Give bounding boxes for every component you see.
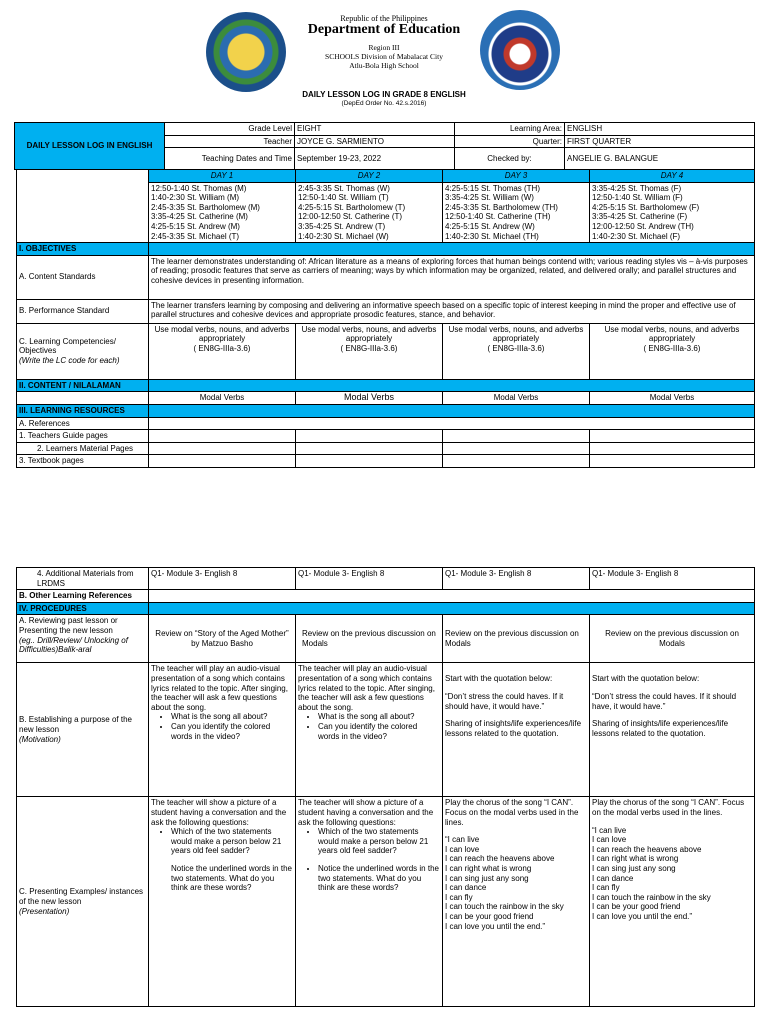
day-4-topic: Modal Verbs: [590, 392, 755, 405]
schedule-blank-cell: [17, 170, 149, 243]
log-label: DAILY LESSON LOG IN ENGLISH: [15, 123, 165, 170]
song-question: • Can you identify the colored words in the video?: [171, 722, 293, 741]
tb-day-3: [443, 455, 590, 468]
song-activity-text: The teacher will play an audio-visual presentation of a song which contains lyrics related to the topic. After singing, the teacher will ask a few questions about the song.: [298, 664, 435, 712]
day-1-topic: Modal Verbs: [149, 392, 296, 405]
day-1-examples: [149, 797, 296, 1007]
schedule-line: 3:35-4:25 St. Andrew (T): [298, 221, 386, 231]
performance-standard-label: B. Performance Standard: [17, 299, 149, 323]
lyric-line: I can dance: [592, 873, 634, 883]
content-heading-fill: [149, 379, 755, 392]
day-4-competency: [590, 323, 755, 379]
competency-code: ( EN8G-IIIa-3.6): [643, 343, 701, 353]
lyric-line: I can right what is wrong: [445, 863, 532, 873]
lyric-line: I can love: [592, 835, 627, 845]
checked-value: ANGELIE G. BALANGUE: [565, 148, 755, 170]
review-label: A. Reviewing past lesson or Presenting the new lesson: [19, 616, 118, 635]
region-label: Region III: [368, 43, 400, 52]
schedule-line: 1:40-2:30 St. Michael (TH): [445, 231, 539, 241]
picture-questions: [151, 827, 293, 856]
lyric-line: “I can live: [445, 835, 480, 845]
quotation-text: “Don’t stress the could haves. If it should have, it would have.”: [445, 691, 564, 711]
purpose-note: (Motivation): [19, 734, 61, 744]
lyric-line: I can love you until the end.”: [445, 921, 546, 931]
document-title: DAILY LESSON LOG IN GRADE 8 ENGLISH: [302, 90, 466, 99]
procedures-heading-fill: [149, 602, 755, 615]
schedule-line: 3:35-4:25 St. William (W): [445, 193, 534, 203]
schedule-line: 1:40-2:30 St. Michael (W): [298, 231, 389, 241]
learners-material-label: 2. Learners Material Pages: [17, 442, 149, 455]
info-table: [14, 122, 755, 170]
department-title: Department of Education: [307, 22, 461, 37]
grade-level-label: Grade Level: [165, 123, 295, 136]
day-3-competency: [443, 323, 590, 379]
day-2-competency: [296, 323, 443, 379]
purpose-label: B. Establishing a purpose of the new lesson: [19, 715, 132, 735]
quotation-intro: Start with the quotation below:: [445, 674, 553, 684]
schedule-line: 12:50-1:40 St. William (F): [592, 193, 683, 203]
lyric-line: “I can live: [592, 825, 627, 835]
tb-day-4: [590, 455, 755, 468]
review-note: (eg.. Drill/Review/ Unlocking of Difficulties)Balik-aral: [19, 635, 128, 655]
region-block: [0, 43, 768, 70]
day-2-module: Q1- Module 3- English 8: [296, 568, 443, 590]
grade-level-value: EIGHT: [295, 123, 455, 136]
references-label: A. References: [17, 417, 149, 430]
dates-value: September 19-23, 2022: [295, 148, 455, 170]
lyric-line: I can right what is wrong: [592, 854, 679, 864]
day-4-examples: [590, 797, 755, 1007]
lm-day-4: [590, 442, 755, 455]
schedule-line: 3:35-4:25 St. Catherine (M): [151, 212, 248, 222]
lm-day-3: [443, 442, 590, 455]
lyric-line: I can fly: [445, 892, 473, 902]
teachers-guide-label: 1. Teachers Guide pages: [17, 430, 149, 443]
content-standards-text: The learner demonstrates understanding of: African literature as a means of exploring forces that human beings contend with; various reading styles vis – à-vis purposes of reading; prosodic features that serve as carriers of meaning; ways by which information may be organized, related, and delivered orally; and parallel structures and cohesive devices in presenting information.: [149, 255, 755, 299]
purpose-label-cell: [17, 663, 149, 797]
song-question: • What is the song all about?: [318, 712, 440, 722]
resources-heading-fill: [149, 404, 755, 417]
school-label: Atlu-Bola High School: [349, 61, 419, 70]
lyric-line: I can be your good friend: [592, 902, 681, 912]
day-2-topic: Modal Verbs: [296, 392, 443, 405]
examples-label: C. Presenting Examples/ instances of the new lesson: [19, 887, 144, 907]
schedule-line: 2:45-3:35 St. Thomas (W): [298, 183, 390, 193]
lyric-line: I can sing just any song: [592, 863, 676, 873]
lyric-line: I can be your good friend: [445, 911, 534, 921]
lyric-line: I can reach the heavens above: [445, 854, 555, 864]
lm-day-1: [149, 442, 296, 455]
song-questions: [298, 712, 440, 741]
competency-code: ( EN8G-IIIa-3.6): [193, 343, 251, 353]
sharing-text: Sharing of insights/life experiences/life lessons related to the quotation.: [445, 719, 582, 738]
lesson-table-part-1: [16, 169, 755, 468]
schedule-line: 12:50-1:40 St. William (T): [298, 193, 389, 203]
schedule-line: 4:25-5:15 St. Andrew (M): [151, 221, 240, 231]
republic-label: Republic of the Philippines: [340, 14, 428, 23]
quotation-intro: Start with the quotation below:: [592, 674, 700, 684]
lyric-line: I can fly: [592, 883, 620, 893]
other-references-blank: [149, 590, 755, 603]
day-3-schedule: [443, 182, 590, 243]
underlined-words-question: Notice the underlined words in the two statements. What do you think are these words?: [171, 863, 292, 893]
day-3-examples: [443, 797, 590, 1007]
schedule-line: 4:25-5:15 St. Thomas (TH): [445, 183, 540, 193]
lm-day-2: [296, 442, 443, 455]
day-1-purpose: [149, 663, 296, 797]
lyric-line: I can dance: [445, 883, 487, 893]
song-question: • Can you identify the colored words in the video?: [318, 722, 440, 741]
tb-day-2: [296, 455, 443, 468]
competency-code: ( EN8G-IIIa-3.6): [487, 343, 545, 353]
day-4-review: Review on the previous discussion on Modals: [590, 615, 755, 663]
lyric-line: I can touch the rainbow in the sky: [445, 902, 564, 912]
picture-activity-text: The teacher will show a picture of a student having a conversation and the ask the following questions:: [298, 798, 434, 827]
schedule-line: 2:45-3:35 St. Bartholomew (M): [151, 202, 260, 212]
schedule-line: 4:25-5:15 St. Bartholomew (T): [298, 202, 406, 212]
checked-label: Checked by:: [455, 148, 565, 170]
references-blank: [149, 417, 755, 430]
division-label: SCHOOLS Division of Mabalacat City: [325, 52, 443, 61]
schedule-line: 3:35-4:25 St. Catherine (F): [592, 212, 688, 222]
day-4-purpose: [590, 663, 755, 797]
chorus-instruction: Play the chorus of the song “I CAN”. Focus on the modal verbs used in the lines.: [445, 798, 579, 827]
competencies-note: (Write the LC code for each): [19, 356, 120, 366]
other-references-label: B. Other Learning References: [17, 590, 149, 603]
day-4-header: DAY 4: [590, 170, 755, 183]
content-standards-label: A. Content Standards: [17, 255, 149, 299]
teacher-label: Teacher: [165, 135, 295, 148]
day-2-review: Review on the previous discussion on Modals: [296, 615, 443, 663]
competency-text: Use modal verbs, nouns, and adverbs appropriately: [301, 324, 437, 344]
lyric-line: I can touch the rainbow in the sky: [592, 892, 711, 902]
learning-area-value: ENGLISH: [565, 123, 755, 136]
tg-day-2: [296, 430, 443, 443]
day-2-purpose: [296, 663, 443, 797]
competency-text: Use modal verbs, nouns, and adverbs appropriately: [448, 324, 584, 344]
day-2-header: DAY 2: [296, 170, 443, 183]
picture-question: • Which of the two statements would make a person below 21 years old feel sadder?: [171, 827, 293, 856]
day-4-module: Q1- Module 3- English 8: [590, 568, 755, 590]
performance-standard-text: The learner transfers learning by composing and delivering an informative speech based on a specific topic of interest keeping in mind the proper and effective use of parallel structures and cohesive devices and appropriate prosodic features, stance, and behavior.: [149, 299, 755, 323]
competency-text: Use modal verbs, nouns, and adverbs appropriately: [154, 324, 290, 344]
song-activity-text: The teacher will play an audio-visual presentation of a song which contains lyrics related to the topic. After singing, the teacher will ask a few questions about the song.: [151, 664, 288, 712]
day-2-schedule: [296, 182, 443, 243]
examples-note: (Presentation): [19, 906, 70, 916]
picture-activity-text: The teacher will show a picture of a student having a conversation and the ask the following questions:: [151, 798, 287, 827]
competencies-label-cell: [17, 323, 149, 379]
additional-materials-label: 4. Additional Materials from LRDMS: [17, 568, 149, 590]
day-3-review: Review on the previous discussion on Modals: [443, 615, 590, 663]
deped-order: (DepEd Order No. 42.s.2016): [341, 100, 427, 107]
song-question: • What is the song all about?: [171, 712, 293, 722]
learning-area-label: Learning Area:: [455, 123, 565, 136]
schedule-line: 4:25-5:15 St. Andrew (W): [445, 221, 535, 231]
tg-day-4: [590, 430, 755, 443]
content-blank-cell: [17, 392, 149, 405]
quarter-value: FIRST QUARTER: [565, 135, 755, 148]
teacher-value: JOYCE G. SARMIENTO: [295, 135, 455, 148]
schedule-line: 12:00-12:50 St. Catherine (T): [298, 212, 403, 222]
day-1-schedule: [149, 182, 296, 243]
quotation-text: “Don’t stress the could haves. If it should have, it would have.”: [592, 691, 737, 711]
schedule-line: 12:50-1:40 St. Thomas (M): [151, 183, 247, 193]
day-1-competency: [149, 323, 296, 379]
competency-code: ( EN8G-IIIa-3.6): [340, 343, 398, 353]
competencies-label: C. Learning Competencies/ Objectives: [19, 336, 116, 356]
day-1-header: DAY 1: [149, 170, 296, 183]
schedule-line: 12:00-12:50 St. Andrew (TH): [592, 221, 694, 231]
textbook-label: 3. Textbook pages: [17, 455, 149, 468]
schedule-line: 2:45-3:35 St. Michael (T): [151, 231, 240, 241]
objectives-heading-fill: [149, 243, 755, 256]
learning-resources-heading: III. LEARNING RESOURCES: [17, 404, 149, 417]
tg-day-1: [149, 430, 296, 443]
dates-label: Teaching Dates and Time: [165, 148, 295, 170]
underlined-words-question: • Notice the underlined words in the two statements. What do you think are these words?: [318, 864, 440, 893]
examples-label-cell: [17, 797, 149, 1007]
procedures-heading: IV. PROCEDURES: [17, 602, 149, 615]
lyric-line: I can sing just any song: [445, 873, 529, 883]
lyric-line: I can love you until the end.”: [592, 911, 693, 921]
schedule-line: 12:50-1:40 St. Catherine (TH): [445, 212, 551, 222]
quarter-label: Quarter:: [455, 135, 565, 148]
objectives-heading: I. OBJECTIVES: [17, 243, 149, 256]
picture-question: • Which of the two statements would make a person below 21 years old feel sadder?: [318, 827, 440, 856]
review-label-cell: [17, 615, 149, 663]
day-3-topic: Modal Verbs: [443, 392, 590, 405]
day-3-header: DAY 3: [443, 170, 590, 183]
schedule-line: 1:40-2:30 St. William (M): [151, 193, 240, 203]
schedule-line: 2:45-3:35 St. Bartholomew (TH): [445, 202, 558, 212]
lyric-line: I can reach the heavens above: [592, 844, 702, 854]
chorus-instruction: Play the chorus of the song “I CAN”. Focus on the modal verbs used in the lines.: [592, 798, 745, 817]
schedule-line: 4:25-5:15 St. Bartholomew (F): [592, 202, 700, 212]
song-questions: [151, 712, 293, 741]
day-1-review: Review on “Story of the Aged Mother” by Matzuo Basho: [149, 615, 296, 663]
tg-day-3: [443, 430, 590, 443]
tb-day-1: [149, 455, 296, 468]
content-heading: II. CONTENT / NILALAMAN: [17, 379, 149, 392]
schedule-line: 1:40-2:30 St. Michael (F): [592, 231, 681, 241]
day-1-module: Q1- Module 3- English 8: [149, 568, 296, 590]
lyric-line: I can love: [445, 844, 480, 854]
day-4-schedule: [590, 182, 755, 243]
sharing-text: Sharing of insights/life experiences/life lessons related to the quotation.: [592, 719, 729, 738]
picture-questions: [298, 864, 440, 893]
lesson-table-part-2: [16, 567, 755, 1007]
competency-text: Use modal verbs, nouns, and adverbs appropriately: [604, 324, 740, 344]
day-3-module: Q1- Module 3- English 8: [443, 568, 590, 590]
picture-questions: [298, 827, 440, 856]
schedule-line: 3:35-4:25 St. Thomas (F): [592, 183, 682, 193]
day-2-examples: [296, 797, 443, 1007]
day-3-purpose: [443, 663, 590, 797]
